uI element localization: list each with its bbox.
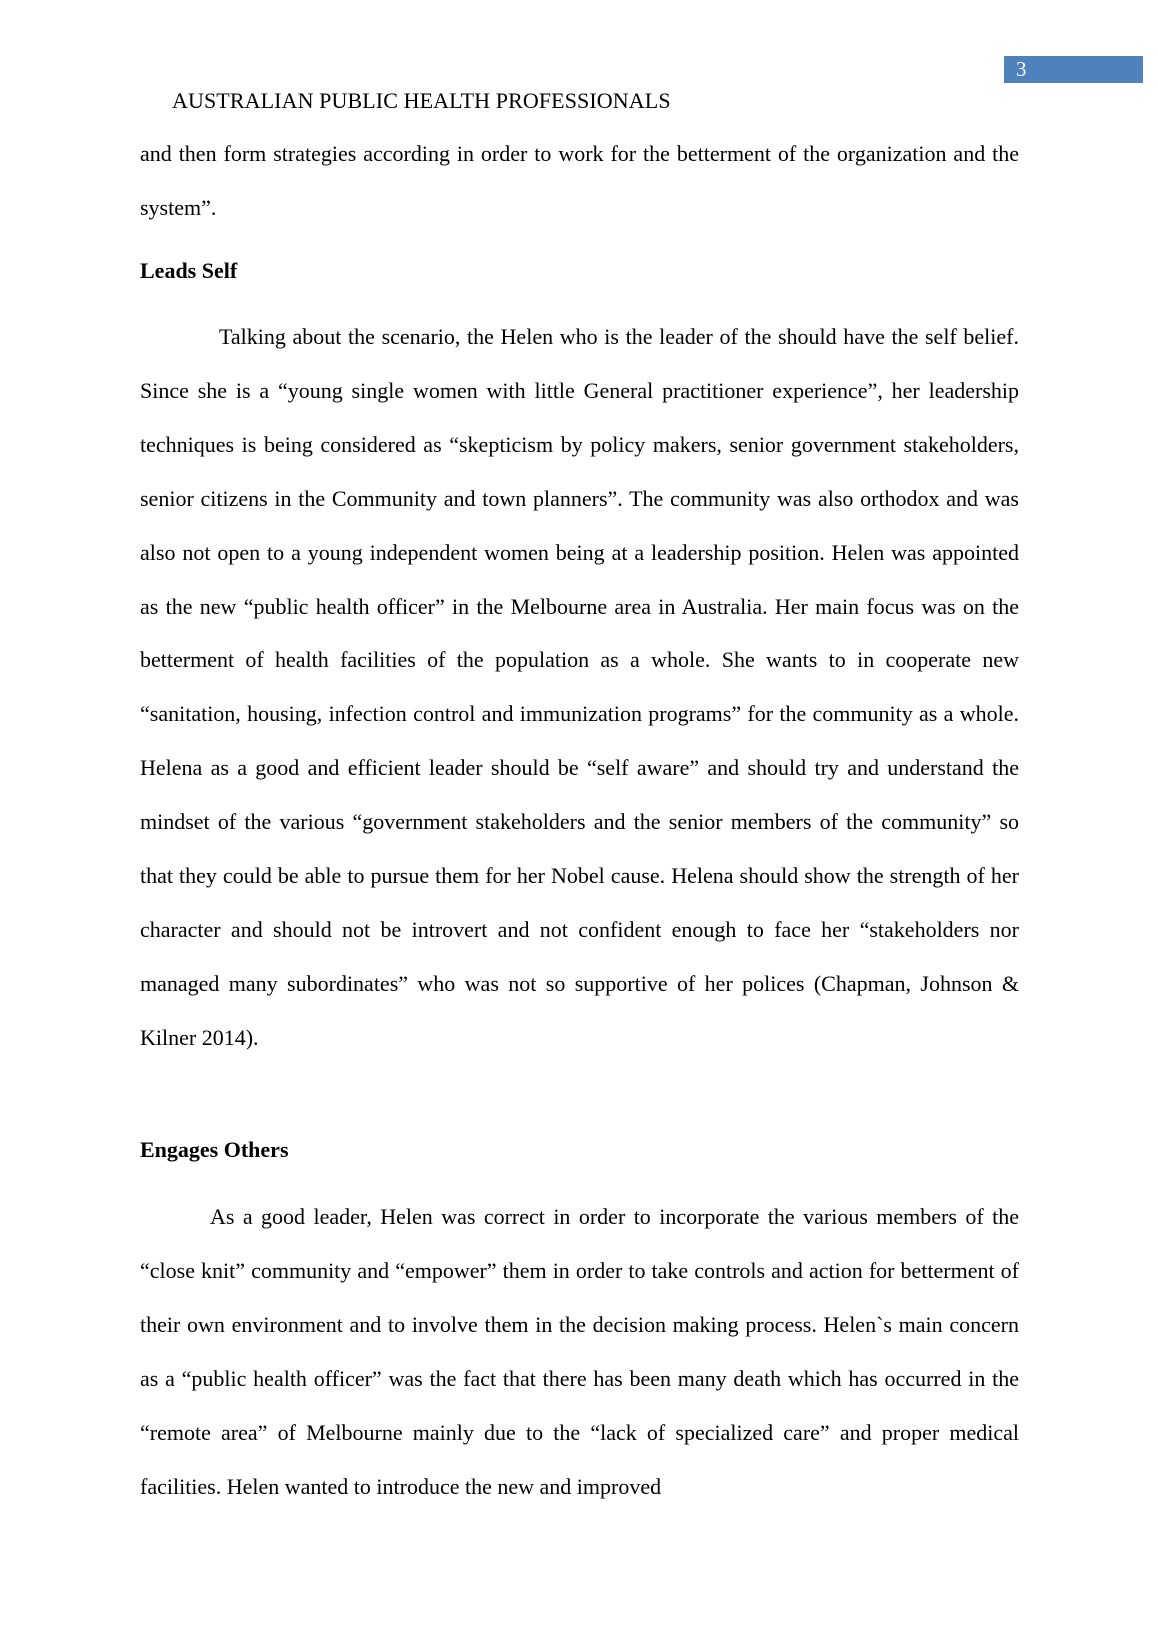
paragraph-leads-self: Talking about the scenario, the Helen who is the leader of the should have the self belief. Since she is a “young single women with little General practitioner experience”, her leadership techniques is being considered as “skepticism by policy makers, senior government stakeholders, senior citizens in the Community and town planners”. The community was also orthodox and was also not open to a young independent women being at a leadership position. Helen was appointed as the new “public health officer” in the Melbourne area in Australia. Her main focus was on the betterment of health facilities of the population as a whole. She wants to in cooperate new “sanitation, housing, infection control and immunization programs” for the community as a whole. Helena as a good and efficient leader should be “self aware” and should try and understand the mindset of the various “government stakeholders and the senior members of the community” so that they could be able to pursue them for her Nobel cause. Helena should show the strength of her character and should not be introvert and not confident enough to face her “stakeholders nor managed many subordinates” who was not so supportive of her polices (Chapman, Johnson & Kilner 2014). [140,324,1019,1050]
heading-leads-self: Leads Self [140,258,238,283]
paragraph-continuation: and then form strategies according in order to work for the betterment of the organization and the system”. [140,141,1019,220]
running-head: AUSTRALIAN PUBLIC HEALTH PROFESSIONALS [172,88,671,113]
paragraph-engages-others: As a good leader, Helen was correct in order to incorporate the various members of the “close knit” community and “empower” them in order to take controls and action for betterment of their own environment and to involve them in the decision making process. Helen`s main concern as a “public health officer” was the fact that there has been many death which has occurred in the “remote area” of Melbourne mainly due to the “lack of specialized care” and proper medical facilities. Helen wanted to introduce the new and improved [140,1204,1019,1499]
heading-engages-others: Engages Others [140,1137,289,1162]
page-number: 3 [1004,56,1143,83]
